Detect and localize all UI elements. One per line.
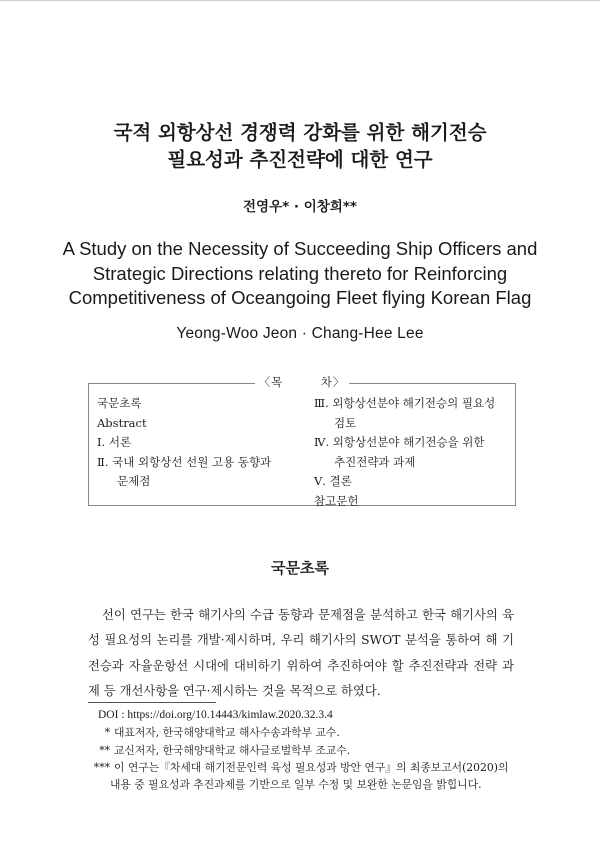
toc-right-column — [314, 394, 495, 511]
footnote-1-text: 대표저자, 한국해양대학교 해사수송과학부 교수. — [114, 726, 340, 740]
toc-item: 추진전략과 과제 — [334, 454, 416, 469]
toc-item: Ⅴ. 결론 — [314, 474, 352, 488]
page-top-border — [0, 0, 600, 1]
footnote-1-mark: * — [104, 726, 110, 740]
toc-item: Ⅰ. 서론 — [97, 435, 132, 449]
toc-item: Ⅱ. 국내 외항상선 선원 고용 동향과 — [97, 454, 272, 469]
table-of-contents — [88, 375, 516, 508]
section-heading: 국문초록 — [271, 559, 329, 577]
abstract-line: 선이 연구는 한국 해기사의 수급 동향과 문제점을 분석하고 한국 해기사의 — [102, 608, 498, 622]
footnote-3 — [88, 759, 520, 776]
footnote-divider — [88, 702, 216, 703]
footnote-2-mark: ** — [99, 743, 110, 757]
footnote-3-text: 이 연구는『차세대 해기전문인력 육성 필요성과 방안 연구』의 최종보고서(2020)의 — [114, 760, 509, 774]
toc-left-column — [97, 394, 271, 492]
doi-link[interactable]: DOI : https://doi.org/10.14443/kimlaw.2020.32.3.4 — [98, 709, 333, 721]
abstract-line: 기전승과 자율운항선 시대에 대비하기 위하여 추진하여야 할 추진전략과 전략 — [88, 633, 514, 673]
korean-title-line2: 필요성과 추진전략에 대한 연구 — [167, 148, 433, 171]
abstract-line: 과제 등 개선사항을 연구·제시하는 것을 목적으로 하였다. — [88, 658, 514, 698]
toc-item: Abstract — [97, 415, 147, 430]
footnote-2-text: 교신저자, 한국해양대학교 해사글로벌학부 조교수. — [114, 743, 351, 757]
toc-item: 국문초록 — [97, 396, 142, 410]
footnote-1 — [88, 724, 520, 741]
footnote-3-mark: *** — [93, 760, 110, 774]
english-title-line1: A Study on the Necessity of Succeeding Ship Officers and — [62, 238, 538, 259]
footnote-3-continued: 내용 중 필요성과 추진과제를 기반으로 일부 수정 및 보완한 논문임을 밝힙니다. — [110, 778, 482, 792]
footnotes — [88, 707, 520, 793]
english-authors: Yeong-Woo Jeon · Chang-Hee Lee — [176, 325, 424, 342]
english-title — [0, 237, 600, 311]
english-title-line2: Strategic Directions relating thereto for Reinforcing — [92, 262, 508, 284]
footnote-2 — [88, 742, 520, 759]
korean-title — [0, 119, 600, 173]
toc-heading: 〈목 차〉 — [89, 373, 515, 393]
korean-authors: 전영우* · 이창희** — [243, 199, 357, 215]
abstract-paragraph — [88, 603, 514, 704]
english-title-line3: Competitiveness of Oceangoing Fleet flying Korean Flag — [68, 287, 532, 308]
toc-item: 참고문헌 — [314, 493, 359, 508]
toc-item: Ⅳ. 외항상선분야 해기전승을 위한 — [314, 435, 485, 449]
toc-item: Ⅲ. 외항상선분야 해기전승의 필요성 — [314, 396, 496, 410]
toc-item: 문제점 — [117, 474, 151, 488]
toc-item: 검토 — [334, 415, 357, 430]
abstract-line: 육성 필요성의 논리를 개발·제시하며, 우리 해기사의 SWOT 분석을 통하여 해 — [88, 608, 514, 648]
korean-title-line1: 국적 외항상선 경쟁력 강화를 위한 해기전승 — [113, 121, 487, 144]
